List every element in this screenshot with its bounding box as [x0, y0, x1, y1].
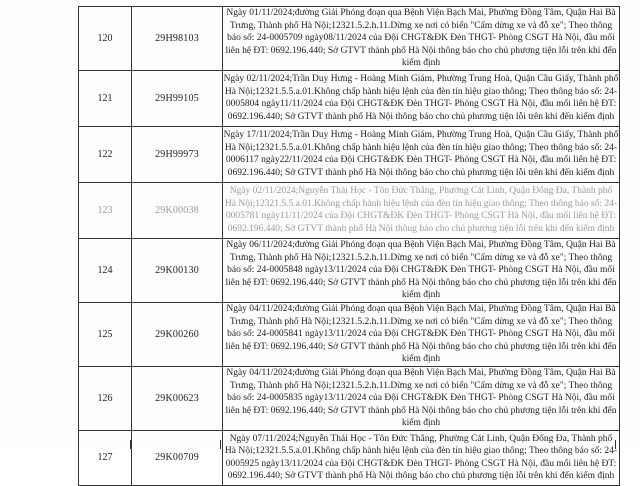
row-number: 127: [79, 430, 132, 485]
table-continuation: [78, 440, 616, 449]
license-plate: 29H99973: [132, 126, 223, 182]
license-plate: 29K00130: [132, 238, 223, 302]
license-plate: 29K00260: [132, 302, 223, 366]
table-row: [79, 182, 620, 238]
violation-description: Ngày 02/11/2024;Nguyễn Thái Học - Tôn Đức Thắng, Phường Cát Linh, Quận Đống Đa, Thành phố Hà Nội;12321.5.5.a.01.Không chấp hành hiệu lệnh của đèn tín hiệu giao thông; Theo thông báo số: 24-0005781 ngày11/11/2024 của Đội CHGT&ĐK Đèn THGT- Phòng CSGT Hà Nội, đầu mối liên hệ ĐT: 0692.196.440; Sở GTVT thành phố Hà Nội thông báo cho chủ phương tiện lỗi trên khi đến kiểm định: [223, 182, 620, 238]
row-number: 121: [79, 70, 132, 126]
violations-table: [78, 6, 620, 486]
license-plate: 29H99105: [132, 70, 223, 126]
column-divider: [130, 440, 131, 449]
table-row: [79, 70, 620, 126]
violation-description: Ngày 06/11/2024;đường Giải Phóng đoạn qua Bệnh Viện Bạch Mai, Phường Đồng Tâm, Quận Hai Bà Trưng, Thành phố Hà Nội;12321.5.2.h.11.Dừng xe nơi có biển "Cấm dừng xe và đỗ xe"; Theo thông báo số: 24-0005848 ngày13/11/2024 của Đội CHGT&ĐK Đèn THGT- Phòng CSGT Hà Nội, đầu mối liên hệ ĐT: 0692.196.440; Sở GTVT thành phố Hà Nội thông báo cho chủ phương tiện lỗi trên khi đến kiểm định: [223, 238, 620, 302]
row-number: 123: [79, 182, 132, 238]
violation-description: Ngày 01/11/2024;đường Giải Phóng đoạn qua Bệnh Viện Bạch Mai, Phường Đồng Tâm, Quận Hai Bà Trưng, Thành phố Hà Nội;12321.5.2.h.11.Dừng xe nơi có biển "Cấm dừng xe và đỗ xe"; Theo thông báo số: 24-0005709 ngày08/11/2024 của Đội CHGT&ĐK Đèn THGT- Phòng CSGT Hà Nội, đầu mối liên hệ ĐT: 0692.196.440; Sở GTVT thành phố Hà Nội thông báo cho chủ phương tiện lỗi trên khi đến kiểm định: [223, 7, 620, 71]
violation-description: Ngày 04/11/2024;đường Giải Phóng đoạn qua Bệnh Viện Bạch Mai, Phường Đồng Tâm, Quận Hai Bà Trưng, Thành phố Hà Nội;12321.5.2.h.11.Dừng xe nơi có biển "Cấm dừng xe và đỗ xe"; Theo thông báo số: 24-0005841 ngày13/11/2024 của Đội CHGT&ĐK Đèn THGT- Phòng CSGT Hà Nội, đầu mối liên hệ ĐT: 0692.196.440; Sở GTVT thành phố Hà Nội thông báo cho chủ phương tiện lỗi trên khi đến kiểm định: [223, 302, 620, 366]
violation-description: Ngày 07/11/2024;Nguyễn Thái Học - Tôn Đức Thắng, Phường Cát Linh, Quận Đống Đa, Thành phố Hà Nội;12321.5.5.a.01.Không chấp hành hiệu lệnh của đèn tín hiệu giao thông; Theo thông báo số: 24-0005925 ngày13/11/2024 của Đội CHGT&ĐK Đèn THGT- Phòng CSGT Hà Nội, đầu mối liên hệ ĐT: 0692.196.440; Sở GTVT thành phố Hà Nội thông báo cho chủ phương tiện lỗi trên khi đến kiểm định: [223, 430, 620, 485]
table-row: [79, 302, 620, 366]
table-row: [79, 126, 620, 182]
table-row: [79, 366, 620, 430]
violation-description: Ngày 02/11/2024;Trần Duy Hưng - Hoàng Minh Giám, Phường Trung Hoà, Quận Cầu Giấy, Thành phố Hà Nội;12321.5.5.a.01.Không chấp hành hiệu lệnh của đèn tín hiệu giao thông; Theo thông báo số: 24-0005804 ngày11/11/2024 của Đội CHGT&ĐK Đèn THGT- Phòng CSGT Hà Nội, đầu mối liên hệ ĐT: 0692.196.440; Sở GTVT thành phố Hà Nội thông báo cho chủ phương tiện lỗi trên khi đến kiểm định: [223, 70, 620, 126]
row-number: 126: [79, 366, 132, 430]
license-plate: 29K00038: [132, 182, 223, 238]
violation-description: Ngày 04/11/2024;đường Giải Phóng đoạn qua Bệnh Viện Bạch Mai, Phường Đồng Tâm, Quận Hai Bà Trưng, Thành phố Hà Nội;12321.5.2.h.11.Dừng xe nơi có biển "Cấm dừng xe và đỗ xe"; Theo thông báo số: 24-0005835 ngày13/11/2024 của Đội CHGT&ĐK Đèn THGT- Phòng CSGT Hà Nội, đầu mối liên hệ ĐT: 0692.196.440; Sở GTVT thành phố Hà Nội thông báo cho chủ phương tiện lỗi trên khi đến kiểm định: [223, 366, 620, 430]
license-plate: 29K00623: [132, 366, 223, 430]
license-plate: 29H98103: [132, 7, 223, 71]
violation-description: Ngày 17/11/2024;Trần Duy Hưng - Hoàng Minh Giám, Phường Trung Hoà, Quận Cầu Giấy, Thành phố Hà Nội;12321.5.5.a.01.Không chấp hành hiệu lệnh của đèn tín hiệu giao thông; Theo thông báo số: 24-0006117 ngày22/11/2024 của Đội CHGT&ĐK Đèn THGT- Phòng CSGT Hà Nội, đầu mối liên hệ ĐT: 0692.196.440; Sở GTVT thành phố Hà Nội thông báo cho chủ phương tiện lỗi trên khi đến kiểm định: [223, 126, 620, 182]
row-number: 124: [79, 238, 132, 302]
table-row: [79, 7, 620, 71]
license-plate: 29K00709: [132, 430, 223, 485]
row-number: 122: [79, 126, 132, 182]
row-number: 125: [79, 302, 132, 366]
column-divider: [220, 440, 221, 449]
row-number: 120: [79, 7, 132, 71]
table-row: [79, 238, 620, 302]
table-row: [79, 430, 620, 485]
